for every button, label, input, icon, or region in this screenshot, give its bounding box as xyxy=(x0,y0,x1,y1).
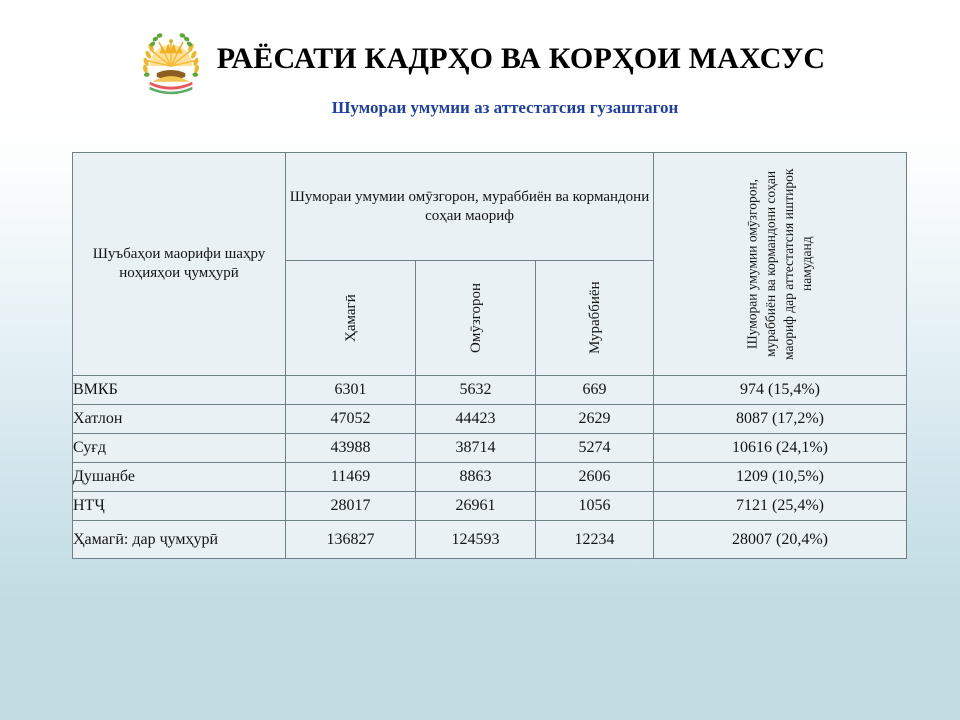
header-sub-all-label: Ҳамагӣ xyxy=(342,294,359,342)
header-sub-tutors xyxy=(536,261,654,376)
cell-total-all: 136827 xyxy=(286,521,416,559)
header-sub-tutors-label: Мураббиён xyxy=(586,281,603,355)
header-attested-column xyxy=(654,153,907,376)
statistics-table-container xyxy=(72,152,906,559)
cell-attested: 1209 (10,5%) xyxy=(654,463,907,492)
cell-region: Суғд xyxy=(73,434,286,463)
cell-region: Душанбе xyxy=(73,463,286,492)
table-row xyxy=(73,492,907,521)
cell-tutors: 5274 xyxy=(536,434,654,463)
header-region-column: Шуъбаҳои маорифи шаҳру ноҳияҳои ҷумҳурӣ xyxy=(73,153,286,376)
cell-attested: 974 (15,4%) xyxy=(654,376,907,405)
header-sub-teachers-label: Омӯзгорон xyxy=(467,282,484,354)
header-attested-label: Шумораи умумии омӯзгорон, мураббиён ва кормандони соҳаи маориф дар аттестатсия иштирок намуданд xyxy=(744,168,815,360)
cell-total-tutors: 12234 xyxy=(536,521,654,559)
header-group-total: Шумораи умумии омӯзгорон, мураббиён ва кормандони соҳаи маориф xyxy=(286,153,654,261)
page-title: РАЁСАТИ КАДРҲО ВА КОРҲОИ МАХСУС xyxy=(216,42,826,75)
table-total-row xyxy=(73,521,907,559)
cell-teachers: 26961 xyxy=(416,492,536,521)
page-subtitle: Шумораи умумии аз аттестатсия гузаштагон xyxy=(331,98,679,117)
page-header xyxy=(0,22,960,96)
table-row xyxy=(73,405,907,434)
statistics-table xyxy=(72,152,907,559)
cell-all: 43988 xyxy=(286,434,416,463)
cell-teachers: 38714 xyxy=(416,434,536,463)
cell-tutors: 669 xyxy=(536,376,654,405)
cell-attested: 10616 (24,1%) xyxy=(654,434,907,463)
table-header-row-group xyxy=(73,153,907,261)
header-sub-teachers xyxy=(416,261,536,376)
cell-all: 47052 xyxy=(286,405,416,434)
cell-region: ВМКБ xyxy=(73,376,286,405)
table-body xyxy=(73,376,907,559)
cell-region: НТҶ xyxy=(73,492,286,521)
table-row xyxy=(73,376,907,405)
cell-total-teachers: 124593 xyxy=(416,521,536,559)
cell-all: 11469 xyxy=(286,463,416,492)
cell-tutors: 2629 xyxy=(536,405,654,434)
cell-total-attested: 28007 (20,4%) xyxy=(654,521,907,559)
header-sub-all xyxy=(286,261,416,376)
cell-region: Хатлон xyxy=(73,405,286,434)
cell-attested: 7121 (25,4%) xyxy=(654,492,907,521)
table-row xyxy=(73,463,907,492)
cell-tutors: 2606 xyxy=(536,463,654,492)
cell-all: 6301 xyxy=(286,376,416,405)
cell-total-label: Ҳамагӣ: дар ҷумҳурӣ xyxy=(73,521,286,559)
table-row xyxy=(73,434,907,463)
cell-teachers: 44423 xyxy=(416,405,536,434)
cell-tutors: 1056 xyxy=(536,492,654,521)
tajikistan-emblem-icon xyxy=(135,22,207,96)
cell-teachers: 5632 xyxy=(416,376,536,405)
cell-all: 28017 xyxy=(286,492,416,521)
cell-teachers: 8863 xyxy=(416,463,536,492)
cell-attested: 8087 (17,2%) xyxy=(654,405,907,434)
